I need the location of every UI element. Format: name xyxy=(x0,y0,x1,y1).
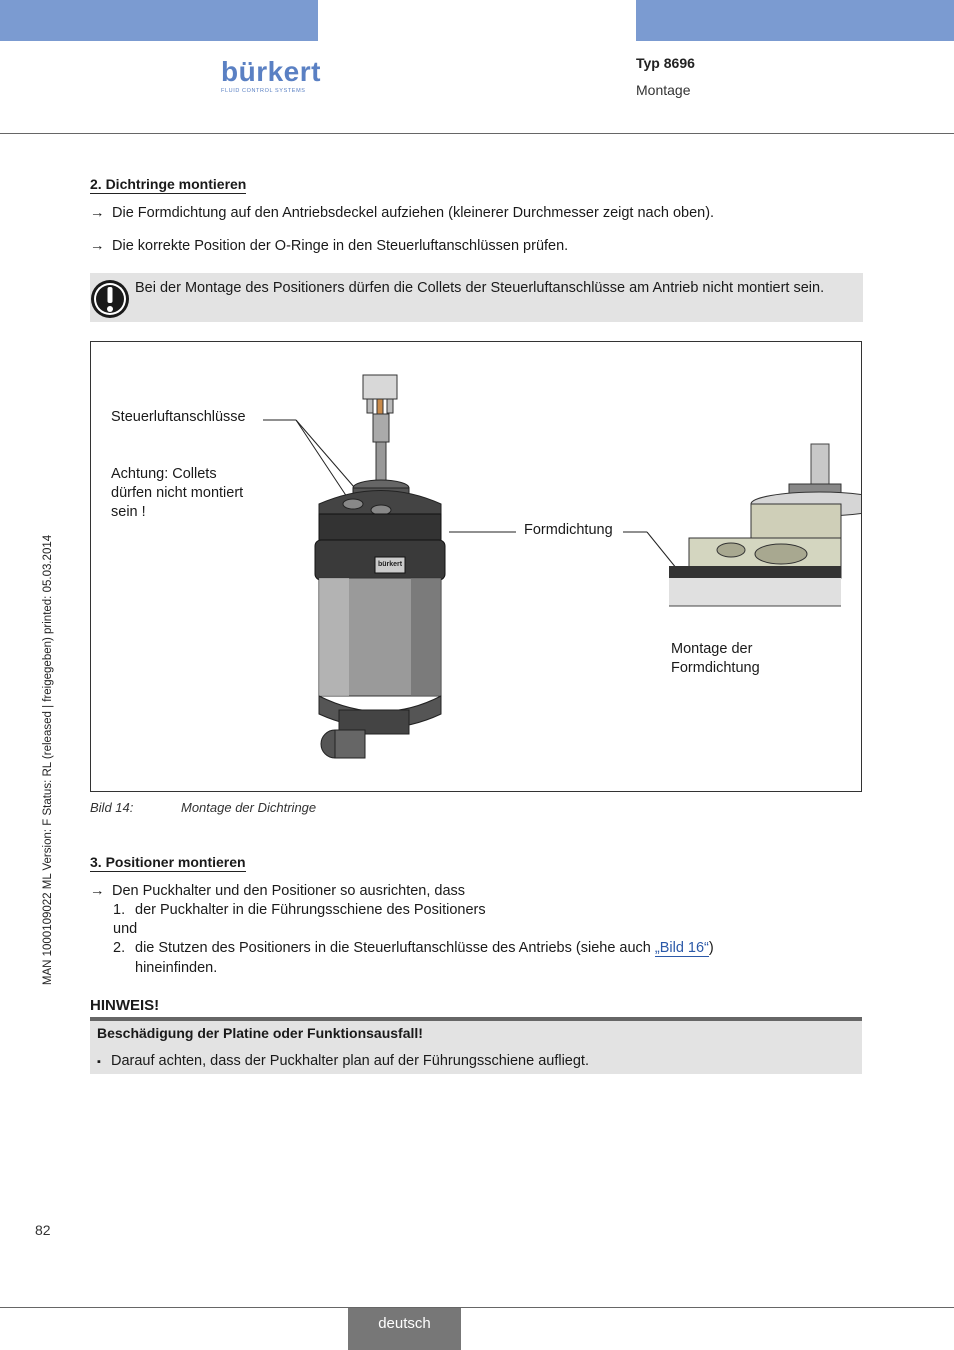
label-seal-mounting: Montage der Formdichtung xyxy=(671,641,760,676)
step3-sub-2-close: ) xyxy=(708,940,714,956)
step2-heading-wrap xyxy=(90,176,246,194)
exclamation-icon xyxy=(90,279,130,319)
notice-title: HINWEIS! xyxy=(90,997,160,1014)
figure-16-link[interactable]: „Bild 16“ xyxy=(654,940,709,956)
burkert-logo xyxy=(221,58,321,94)
document-status-sidebar: MAN 1000109022 ML Version: F Status: RL (released | freigegeben) printed: 05.03.2014 xyxy=(42,534,54,986)
list-number: 2. xyxy=(113,940,126,956)
page-number: 82 xyxy=(35,1222,51,1238)
header-divider xyxy=(0,133,954,134)
notice-item-text: Darauf achten, dass der Puckhalter plan auf der Führungsschiene aufliegt. xyxy=(111,1053,589,1069)
label-form-seal: Formdichtung xyxy=(524,522,613,538)
arrow-icon: → xyxy=(90,883,105,899)
logo-tagline: FLUID CONTROL SYSTEMS xyxy=(221,88,306,94)
step3-sub-1 xyxy=(113,902,486,918)
label-control-air-ports: Steuerluftanschlüsse xyxy=(111,409,246,425)
figure-caption-number: Bild 14: xyxy=(90,800,134,815)
header-bar-right xyxy=(636,0,954,41)
figure-frame xyxy=(90,341,862,792)
step3-sub-2 xyxy=(113,940,714,956)
figure-caption-text: Montage der Dichtringe xyxy=(181,800,317,815)
step3-sub-2-text: die Stutzen des Positioners in die Steuerluftanschlüsse des Antriebs (siehe auch xyxy=(135,940,655,956)
label-attention-collets: Achtung: Collets dürfen nicht montiert sein ! xyxy=(111,466,244,520)
warning-text: Bei der Montage des Positioners dürfen die Collets der Steuerluftanschlüsse am Antrieb nicht montiert sein. xyxy=(135,280,825,296)
step2-item-1 xyxy=(90,205,714,221)
step3-heading: 3. Positioner montieren xyxy=(90,854,246,870)
list-number: 1. xyxy=(113,902,126,918)
notice-heading: Beschädigung der Platine oder Funktionsausfall! xyxy=(97,1025,423,1041)
step2-item-2 xyxy=(90,238,568,254)
arrow-icon: → xyxy=(90,205,105,221)
step2-item-1-text: Die Formdichtung auf den Antriebsdeckel aufziehen (kleinerer Durchmesser zeigt nach oben). xyxy=(112,205,715,221)
section-title: Montage xyxy=(636,82,691,98)
step3-intro-text: Den Puckhalter und den Positioner so ausrichten, dass xyxy=(112,883,466,899)
step3-und: und xyxy=(113,921,138,937)
device-badge: bürkert xyxy=(378,561,403,568)
step2-heading: 2. Dichtringe montieren xyxy=(90,176,247,192)
arrow-icon: → xyxy=(90,238,105,254)
footer-divider xyxy=(0,1307,954,1308)
step2-item-2-text: Die korrekte Position der O-Ringe in den Steuerluftanschlüssen prüfen. xyxy=(112,238,569,254)
language-tab: deutsch xyxy=(348,1308,461,1350)
step3-sub-2-continued: hineinfinden. xyxy=(135,960,218,976)
bullet-icon: ▪ xyxy=(97,1056,101,1068)
step3-heading-wrap xyxy=(90,854,246,872)
doc-type: Typ 8696 xyxy=(636,55,695,71)
step3-sub-1-text: der Puckhalter in die Führungsschiene des Positioners xyxy=(135,902,486,918)
header-bar-left xyxy=(0,0,318,41)
step3-intro xyxy=(90,883,465,899)
logo-wordmark: bürkert xyxy=(221,56,321,87)
notice-item xyxy=(97,1053,589,1069)
